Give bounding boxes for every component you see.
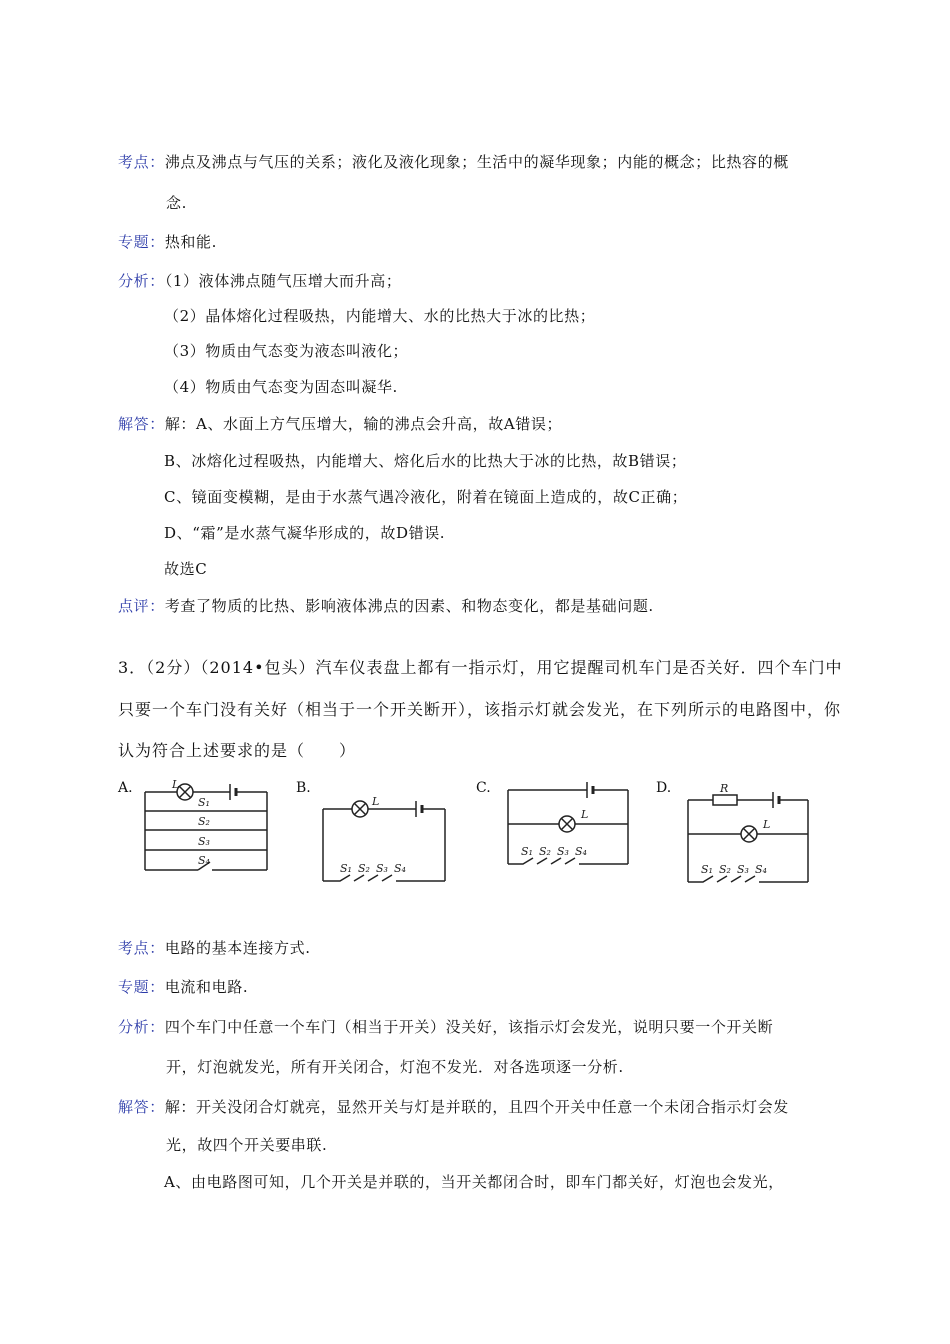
switch-label: S₃ — [557, 845, 569, 858]
switch-label: S₄ — [575, 845, 587, 858]
fenxi-item: （2）晶体熔化过程吸热，内能增大、水的比热大于冰的比热； — [164, 307, 596, 325]
circuit-c — [503, 778, 633, 870]
lamp-label: L — [581, 808, 589, 821]
jieda-item: D、“霜”是水蒸气凝华形成的，故D错误. — [164, 524, 446, 542]
jieda-item: B、冰熔化过程吸热，内能增大、熔化后水的比热大于冰的比热，故B错误； — [164, 452, 687, 470]
jieda-row-2 — [118, 1097, 789, 1117]
jieda-label: 解答： — [118, 415, 165, 433]
fenxi-item: （1）液体沸点随气压增大而升高； — [164, 272, 402, 290]
jieda-label: 解答： — [118, 1098, 165, 1116]
lamp-label: L — [372, 795, 380, 808]
switch-label: S₂ — [719, 863, 731, 876]
kaodian-continuation: 念. — [166, 194, 187, 212]
series-switches — [688, 876, 808, 882]
jieda-item: 解：A、水面上方气压增大，输的沸点会升高，故A错误； — [164, 415, 563, 433]
fenxi-label: 分析： — [118, 272, 165, 290]
question-line: 3．（2分）（2014•包头）汽车仪表盘上都有一指示灯，用它提醒司机车门是否关好．四个车门中 — [118, 658, 843, 677]
jieda-text: 解：开关没闭合灯就亮，显然开关与灯是并联的，且四个开关中任意一个未闭合指示灯会发 — [164, 1098, 789, 1116]
kaodian-label: 考点： — [118, 153, 165, 171]
option-b-label: B. — [296, 780, 311, 796]
fenxi-label: 分析： — [118, 1018, 165, 1036]
fenxi-text: 四个车门中任意一个车门（相当于开关）没关好，该指示灯会发光，说明只要一个开关断 — [164, 1018, 774, 1036]
option-a-label: A. — [118, 780, 133, 796]
kaodian-text: 电路的基本连接方式. — [164, 939, 311, 957]
zhuanti-label: 专题： — [118, 233, 165, 251]
series-switches — [323, 875, 445, 881]
fenxi-continuation: 开，灯泡就发光，所有开关闭合，灯泡不发光．对各选项逐一分析. — [166, 1058, 624, 1076]
jieda-continuation: 光，故四个开关要串联. — [166, 1136, 328, 1154]
lamp-label: L — [172, 778, 180, 791]
switch-label: S₄ — [755, 863, 767, 876]
switch-label: S₁ — [340, 862, 352, 875]
switch-label: S₃ — [198, 835, 210, 848]
question-line: 只要一个车门没有关好（相当于一个开关断开），该指示灯就会发光，在下列所示的电路图中，你 — [118, 700, 842, 719]
fenxi-row-1 — [118, 271, 401, 291]
kaodian-label: 考点： — [118, 939, 165, 957]
zhuanti-text: 热和能. — [164, 233, 217, 251]
circuit-d — [683, 784, 813, 888]
jieda-item: 故选C — [164, 560, 208, 578]
zhuanti-label: 专题： — [118, 978, 165, 996]
zhuanti-text: 电流和电路. — [164, 978, 249, 996]
switch-label: S₄ — [394, 862, 406, 875]
dianping-row — [118, 596, 654, 616]
switch-label: S₃ — [376, 862, 388, 875]
switch-label: S₁ — [521, 845, 533, 858]
question-line: 认为符合上述要求的是（ ） — [118, 741, 357, 760]
jieda-item: C、镜面变模糊，是由于水蒸气遇冷液化，附着在镜面上造成的，故C正确； — [164, 488, 688, 506]
option-c-label: C. — [476, 780, 491, 796]
kaodian-row-2 — [118, 938, 311, 958]
circuit-a — [140, 778, 272, 878]
dianping-text: 考查了物质的比热、影响液体沸点的因素、和物态变化，都是基础问题. — [164, 597, 654, 615]
switch-label: S₂ — [539, 845, 551, 858]
switch-label: S₄ — [198, 854, 210, 867]
kaodian-row-1 — [118, 152, 789, 172]
resistor-label: R — [720, 782, 729, 795]
switch-label: S₃ — [737, 863, 749, 876]
lamp-label: L — [763, 818, 771, 831]
fenxi-row-2 — [118, 1017, 773, 1037]
series-switches — [508, 858, 628, 864]
zhuanti-row-1 — [118, 232, 217, 252]
option-d-label: D. — [656, 780, 672, 796]
zhuanti-row-2 — [118, 977, 248, 997]
switch-label: S₁ — [198, 796, 210, 809]
dianping-label: 点评： — [118, 597, 165, 615]
jieda-row-1 — [118, 414, 562, 434]
fenxi-item: （4）物质由气态变为固态叫凝华. — [164, 378, 398, 396]
kaodian-text: 沸点及沸点与气压的关系；液化及液化现象；生活中的凝华现象；内能的概念；比热容的概 — [164, 153, 789, 171]
switch-label: S₂ — [198, 815, 210, 828]
circuit-b — [318, 795, 450, 887]
resistor-icon — [713, 795, 737, 805]
fenxi-item: （3）物质由气态变为液态叫液化； — [164, 342, 409, 360]
switch-label: S₂ — [358, 862, 370, 875]
jieda-option-a: A、由电路图可知，几个开关是并联的，当开关都闭合时，即车门都关好，灯泡也会发光， — [164, 1173, 784, 1191]
switch-label: S₁ — [701, 863, 713, 876]
